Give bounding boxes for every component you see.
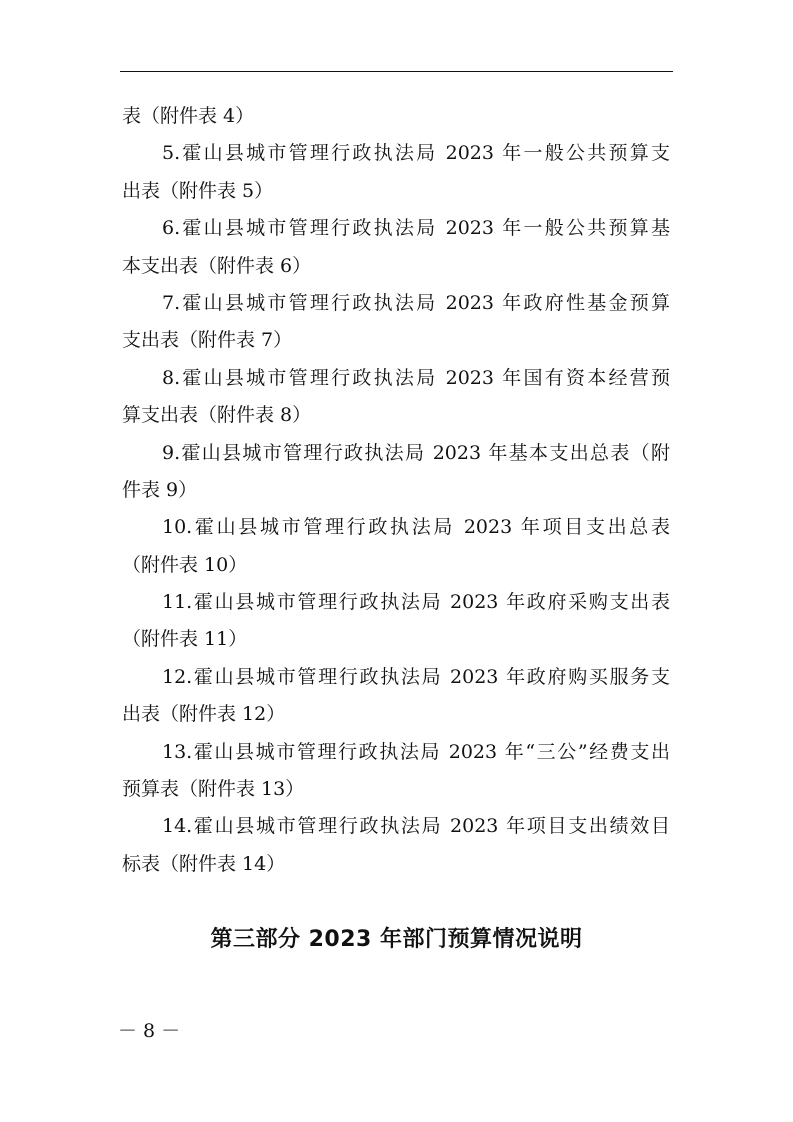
text-line: 件表 9） [122, 478, 198, 501]
text-line: 7.霍山县城市管理行政执法局 2023 年政府性基金预算 [162, 291, 670, 314]
text-line: 9.霍山县城市管理行政执法局 2023 年基本支出总表（附 [162, 441, 670, 464]
text-line: 支出表（附件表 7） [122, 329, 293, 352]
text-line: 出表（附件表 12） [122, 703, 286, 726]
text-line: （附件表 10） [122, 553, 248, 576]
text-line: （附件表 11） [122, 628, 248, 651]
text-line: 6.霍山县城市管理行政执法局 2023 年一般公共预算基 [162, 217, 670, 240]
header-rule [120, 71, 673, 72]
text-line: 预算表（附件表 13） [122, 778, 305, 801]
text-line: 出表（附件表 5） [122, 179, 274, 202]
text-line: 算支出表（附件表 8） [122, 404, 312, 427]
text-line: 11.霍山县城市管理行政执法局 2023 年政府采购支出表 [162, 591, 670, 614]
text-line: 12.霍山县城市管理行政执法局 2023 年政府购买服务支 [162, 665, 670, 688]
text-line: 14.霍山县城市管理行政执法局 2023 年项目支出绩效目 [162, 815, 670, 838]
text-line: 13.霍山县城市管理行政执法局 2023 年“三公”经费支出 [162, 740, 670, 763]
text-line: 8.霍山县城市管理行政执法局 2023 年国有资本经营预 [162, 366, 670, 389]
page-number: － 8 － [118, 1020, 181, 1042]
section-title: 第三部分 2023 年部门预算情况说明 [210, 927, 583, 952]
text-line: 10.霍山县城市管理行政执法局 2023 年项目支出总表 [162, 516, 670, 539]
attachment-list [122, 98, 670, 883]
text-line: 表（附件表 4） [122, 105, 255, 127]
text-line: 标表（附件表 14） [122, 852, 286, 875]
text-line: 5.霍山县城市管理行政执法局 2023 年一般公共预算支 [162, 142, 670, 165]
text-line: 本支出表（附件表 6） [122, 254, 312, 277]
